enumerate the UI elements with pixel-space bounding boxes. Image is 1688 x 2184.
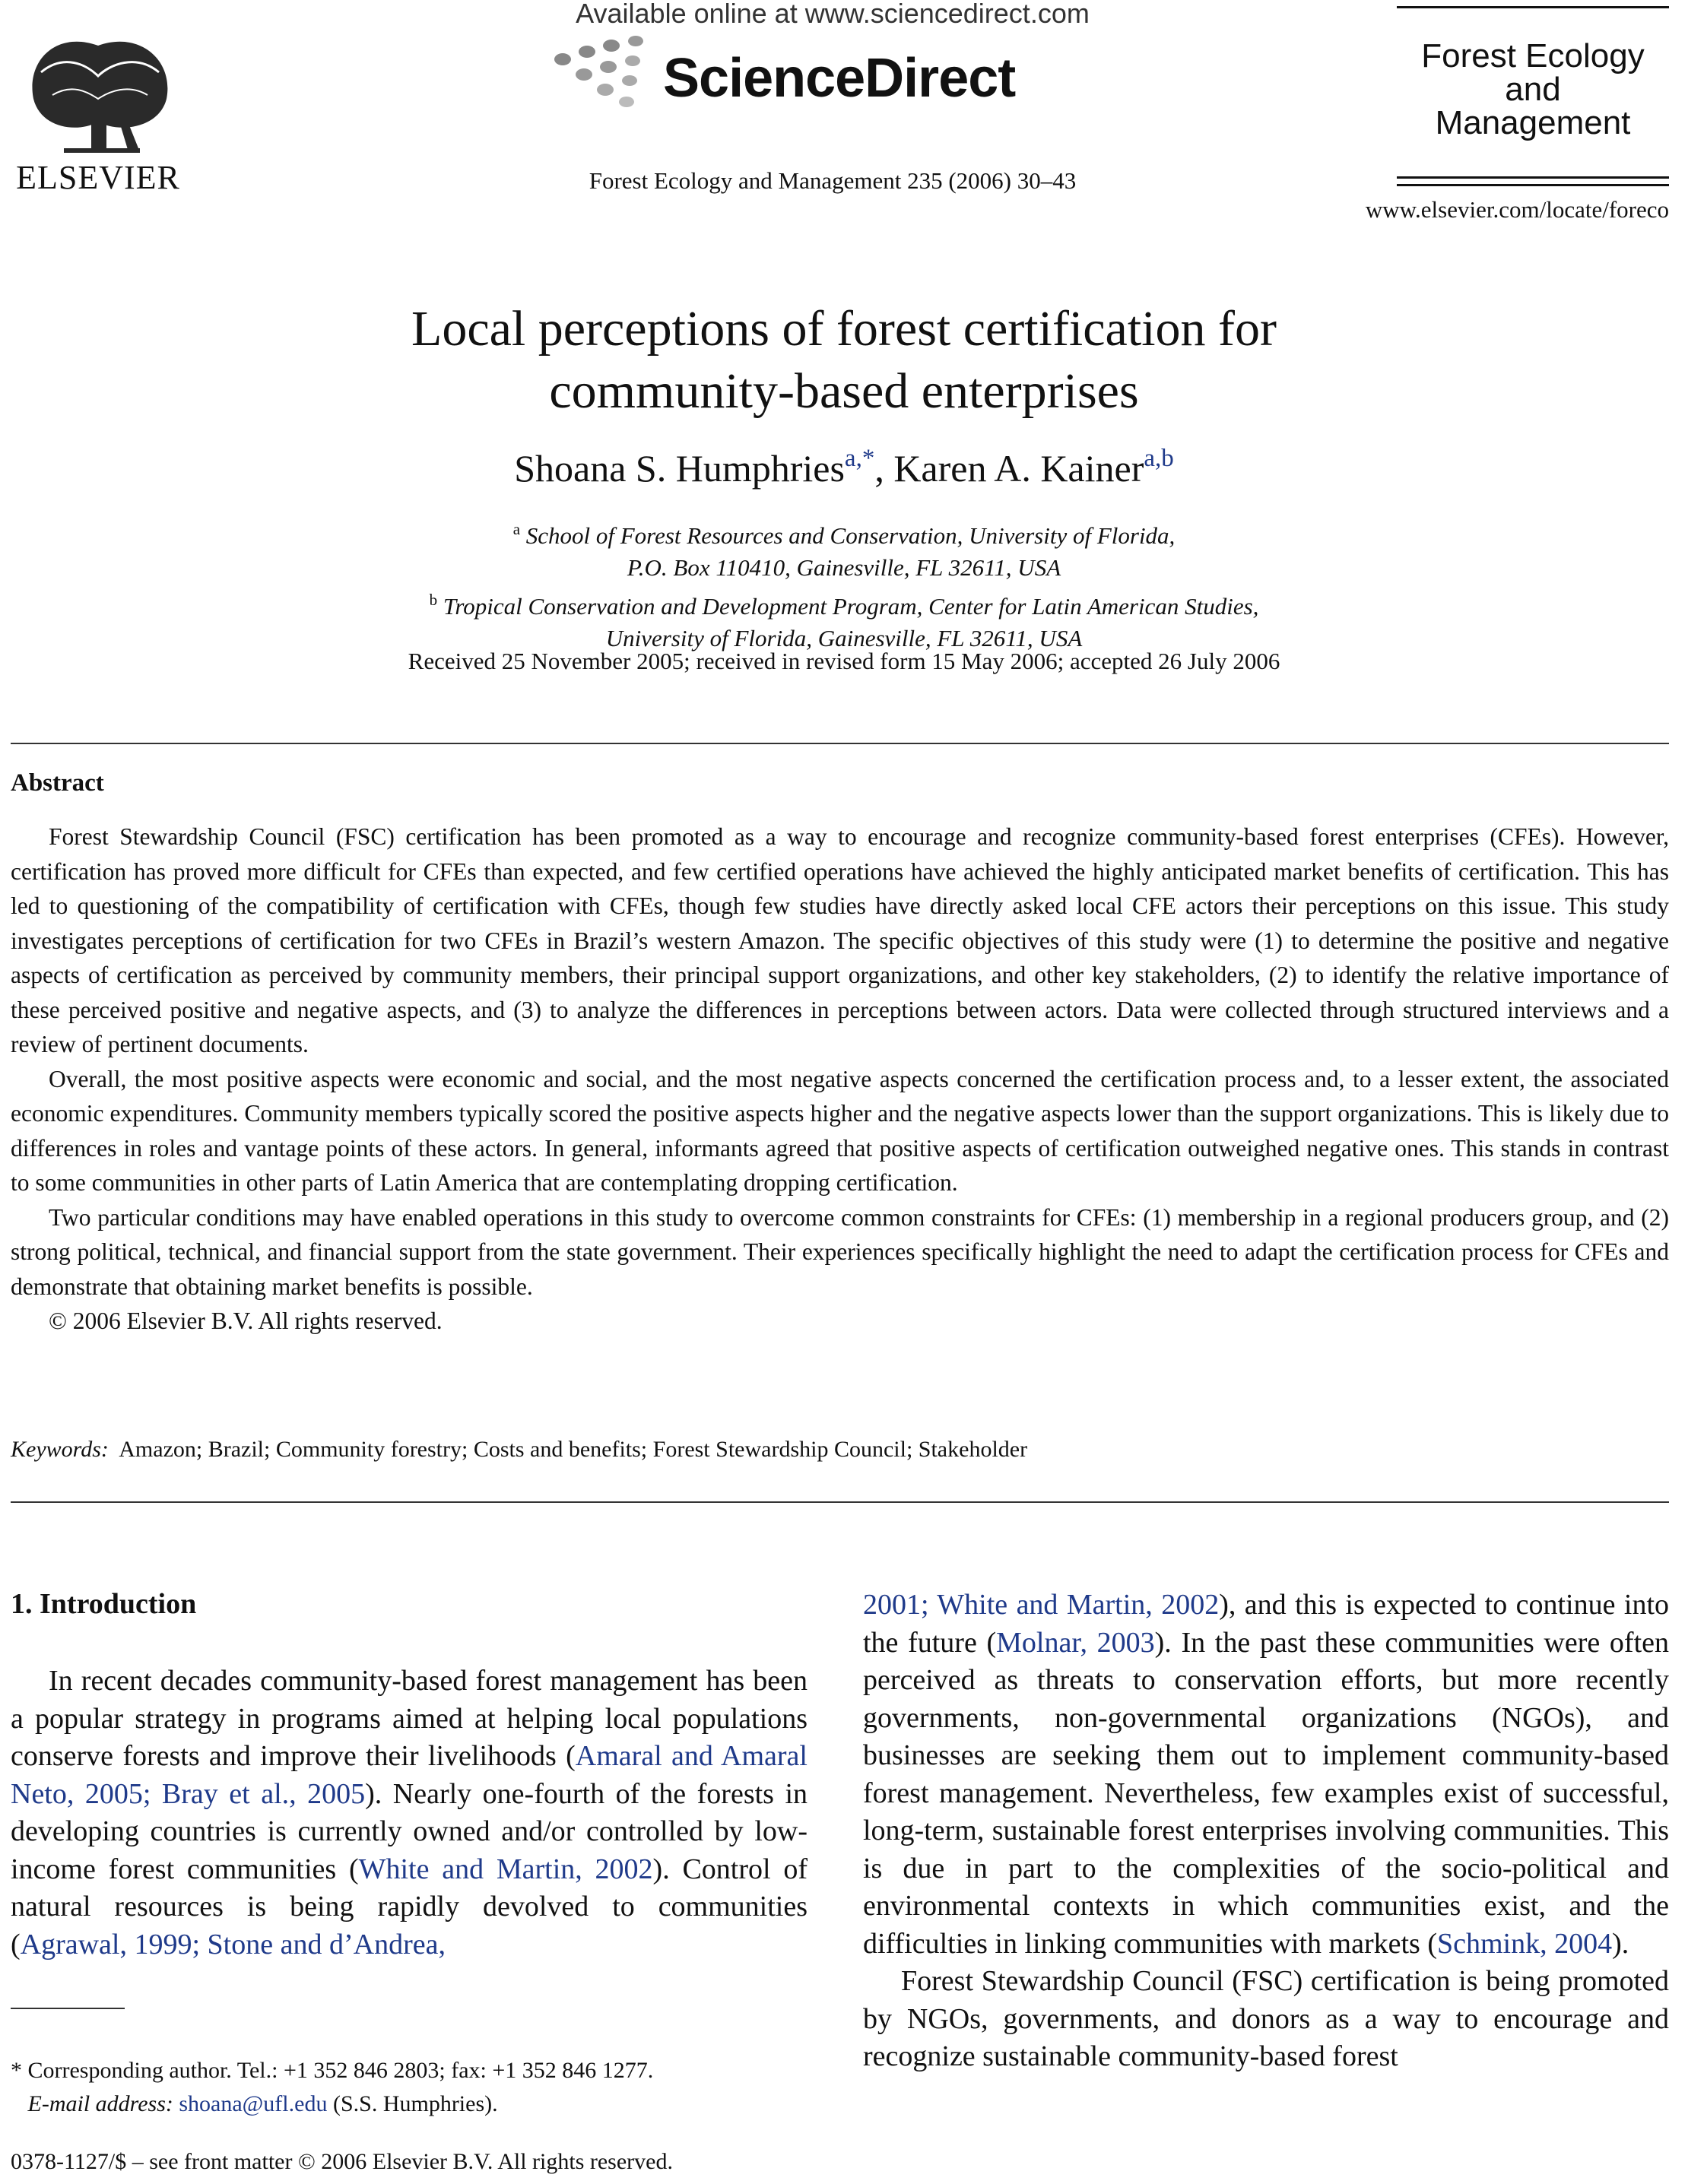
body-paragraph: Forest Stewardship Council (FSC) certification is being promoted by NGOs, governments, and donors as a way to encourage and recognize sustainable community-based forest [863, 1965, 1669, 2072]
abstract-paragraph: Forest Stewardship Council (FSC) certification has been promoted as a way to encourage and recognize community-based forest enterprises (CFEs). However, certification has proved more difficult for CFEs than expected, and few certified operations have achieved the highly anticipated market benefits of certification. This has led to questioning of the compatibility of certification with CFEs, though few studies have directly asked local CFE actors their perceptions on this issue. This study investigates perceptions of certification for two CFEs in Brazil’s western Amazon. The specific objectives of this study were (1) to determine the positive and negative aspects of certification as perceived by community members, their principal support organizations, and other key stakeholders, (2) to identify the relative importance of these perceived positive and negative aspects, and (3) to analyze the differences in perceptions between actors. Data were collected through structured interviews and a review of pertinent documents. [11, 823, 1669, 1057]
body-text: ). Nearly one-fourth of the forests in developing countries is currently owned and/or controlled by low-income forest communities ( [11, 1777, 808, 1885]
author-separator: , [874, 447, 894, 490]
footnote-corresponding: * Corresponding author. Tel.: +1 352 846 2803; fax: +1 352 846 1277. [11, 2058, 654, 2083]
abstract-heading: Abstract [11, 769, 104, 797]
citation-link[interactable]: Amaral and Amaral Neto, 2005; Bray et al., 2005 [11, 1740, 808, 1810]
journal-rule [1397, 176, 1669, 179]
affiliation-a [152, 513, 1536, 552]
introduction-heading: 1. Introduction [11, 1588, 197, 1620]
keywords-list: Amazon; Brazil; Community forestry; Costs and benefits; Forest Stewardship Council; Stakeholder [119, 1437, 1028, 1462]
footnote-rule [11, 2008, 125, 2009]
affiliation-b [152, 584, 1536, 623]
issn-line: 0378-1127/$ – see front matter © 2006 Elsevier B.V. All rights reserved. [11, 2149, 673, 2174]
publisher-wordmark: ELSEVIER [16, 159, 180, 196]
received-dates: Received 25 November 2005; received in revised form 15 May 2006; accepted 26 July 2006 [408, 648, 1280, 674]
citation-link[interactable]: White and Martin, 2002 [358, 1853, 653, 1885]
abstract-paragraph: Overall, the most positive aspects were economic and social, and the most negative aspects concerned the certification process and, to a lesser extent, the associated economic expenditures. Community members typically scored the positive aspects higher and the negative aspects lower than the support organizations. This is likely due to differences in roles and vantage points of these actors. In general, informants agreed that positive aspects of certification outweighed negative ones. This stands in contrast to some communities in other parts of Latin America that are contemplating dropping certification. [11, 1065, 1669, 1196]
author-affiliation-link[interactable]: a,b [1144, 445, 1174, 472]
body-text: ). [1612, 1927, 1629, 1960]
body-column-left [11, 1663, 808, 1964]
body-text: ). Control of natural resources is being rapidly devolved to communities ( [11, 1853, 808, 1961]
citation-link[interactable]: Molnar, 2003 [996, 1626, 1155, 1659]
section-divider [11, 1501, 1669, 1503]
keywords-label: Keywords: [11, 1437, 109, 1462]
sciencedirect-wordmark: ScienceDirect [663, 48, 1016, 109]
author-affiliation-link[interactable]: a,* [844, 445, 875, 472]
email-link[interactable]: shoana@ufl.edu [179, 2091, 328, 2116]
body-paragraph [863, 1586, 1669, 1963]
article-title [152, 298, 1536, 423]
abstract-copyright: © 2006 Elsevier B.V. All rights reserved. [49, 1308, 443, 1334]
footnote-email [11, 2087, 817, 2121]
footnote [11, 2054, 817, 2121]
author-name: Karen A. Kainer [893, 447, 1144, 490]
affiliation-a-line2: P.O. Box 110410, Gainesville, FL 32611, USA [627, 554, 1061, 581]
journal-name-line: and [1505, 71, 1561, 108]
email-suffix: (S.S. Humphries). [327, 2091, 498, 2116]
author-list [152, 445, 1536, 490]
affiliation-b-line2: University of Florida, Gainesville, FL 32611, USA [605, 625, 1083, 651]
article-title-line: Local perceptions of forest certification for [411, 301, 1277, 357]
body-column-right [863, 1586, 1669, 2076]
body-text: ). In the past these communities were often perceived as threats to conservation efforts, but more recently governments, non-governmental organizations (NGOs), and businesses are seeking them out to implement community-based forest management. Nevertheless, few examples exist of successful, long-term, sustainable forest enterprises involving communities. This is due in part to the complexities of the socio-political and environmental contexts in which communities exist, and the difficulties in linking communities with markets ( [863, 1626, 1669, 1960]
citation-link[interactable]: 2001; White and Martin, 2002 [863, 1589, 1220, 1621]
body-text: ), and this is expected to continue into the future ( [863, 1589, 1670, 1659]
affiliation-mark: b [429, 591, 438, 609]
journal-rule [1397, 184, 1669, 186]
abstract-body [11, 819, 1669, 1339]
author-name: Shoana S. Humphries [514, 447, 845, 490]
body-text: In recent decades community-based forest management has been a popular strategy in programs aimed at helping local populations conserve forests and improve their livelihoods ( [11, 1665, 808, 1772]
affiliations [152, 513, 1536, 655]
abstract-paragraph: Two particular conditions may have enabled operations in this study to overcome common constraints for CFEs: (1) membership in a regional producers group, and (2) strong political, technical, and financial support from the state government. Their experiences specifically highlight the need to adapt the certification process for CFEs and demonstrate that obtaining market benefits is possible. [11, 1203, 1669, 1300]
keywords [11, 1437, 1669, 1463]
affiliation-text: Tropical Conservation and Development Program, Center for Latin American Studies, [443, 593, 1259, 620]
journal-citation: Forest Ecology and Management 235 (2006) 30–43 [589, 167, 1077, 194]
journal-name-line: Management [1435, 104, 1631, 141]
citation-link[interactable]: Agrawal, 1999; Stone and d’Andrea, [20, 1928, 446, 1961]
section-divider [11, 743, 1669, 744]
journal-name-line: Forest Ecology [1421, 37, 1645, 74]
affiliation-mark: a [512, 520, 521, 538]
journal-top-rule [1397, 6, 1669, 8]
citation-link[interactable]: Schmink, 2004 [1436, 1927, 1613, 1960]
available-online-text: Available online at www.sciencedirect.com [576, 0, 1090, 29]
journal-url-link[interactable]: www.elsevier.com/locate/foreco [1365, 196, 1669, 223]
affiliation-text: School of Forest Resources and Conservation, University of Florida, [525, 522, 1176, 549]
article-title-line: community-based enterprises [549, 363, 1139, 419]
email-label: E-mail address: [27, 2091, 173, 2116]
journal-name [1397, 37, 1669, 141]
body-paragraph [11, 1663, 808, 1964]
